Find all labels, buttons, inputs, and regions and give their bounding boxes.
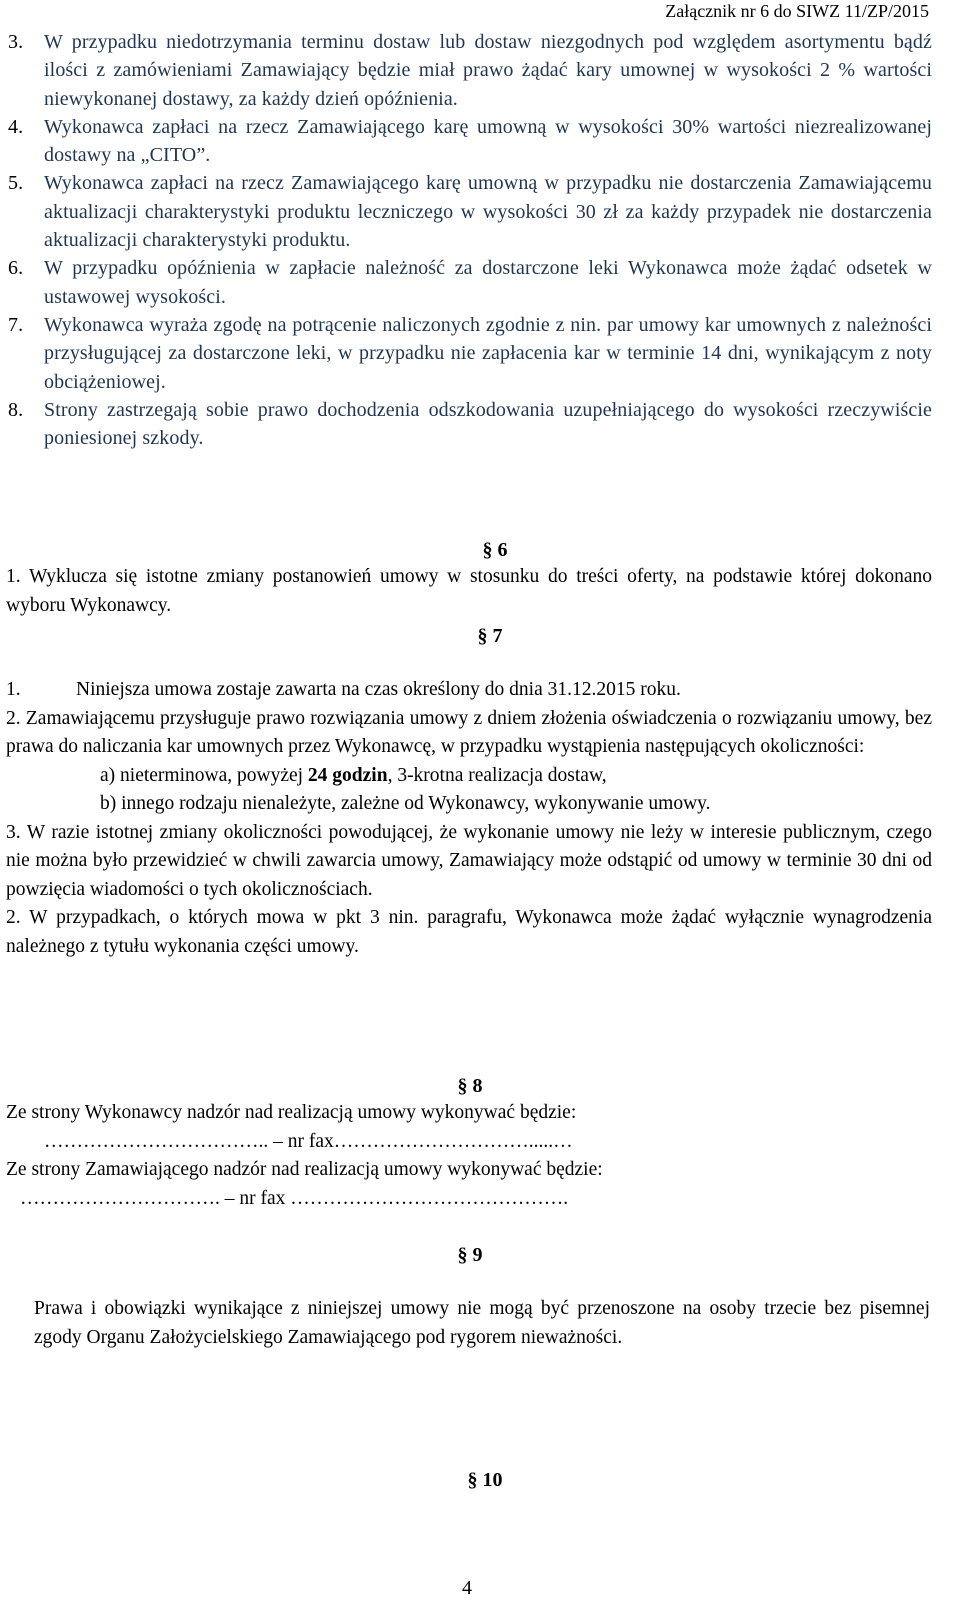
clause-text: Wykonawca wyraża zgodę na potrącenie naliczonych zgodnie z nin. par umowy kar umownych z należności przysługującej za dostarczone leki, w przypadku nie zapłacenia kar w terminie 14 dni, wynikającym z noty obciążeniowej. [44, 313, 932, 393]
clause-item [8, 169, 932, 254]
section-9-paragraph: Prawa i obowiązki wynikające z niniejszej umowy nie mogą być przenoszone na osoby trzecie bez pisemnej zgody Organu Założycielskiego Zamawiającego pod rygorem nieważności. [34, 1298, 930, 1348]
section-heading-9: § 9 [457, 1244, 483, 1266]
section-7-paragraph-2: 2. Zamawiającemu przysługuje prawo rozwiązania umowy z dniem złożenia oświadczenia o rozwiązaniu umowy, bez prawa do naliczania kar umownych przez Wykonawcę, w przypadku wystąpienia następujących okoliczności: [6, 707, 932, 757]
section-7-paragraph-3: 3. W razie istotnej zmiany okoliczności powodującej, że wykonanie umowy nie leży w interesie publicznym, czego nie można było przewidzieć w chwili zawarcia umowy, Zamawiający może odstąpić od umowy w terminie 30 dni od powzięcia wiadomości o tych okolicznościach. [6, 821, 932, 900]
penalty-clauses [8, 28, 932, 452]
contractor-fax-line: …………………………….. – nr fax………………………….....… [44, 1130, 573, 1152]
ordering-fax-line: …………………………. – nr fax ……………………………………. [20, 1187, 569, 1209]
paragraph-text: Niniejsza umowa zostaje zawarta na czas określony do dnia 31.12.2015 roku. [76, 679, 681, 700]
document-header: Załącznik nr 6 do SIWZ 11/ZP/2015 [665, 1, 929, 21]
section-heading-10: § 10 [467, 1469, 503, 1491]
section-heading-7: § 7 [477, 625, 503, 647]
page-number: 4 [462, 1577, 472, 1599]
clause-item [8, 28, 932, 113]
section-9-body [34, 1295, 930, 1352]
section-7-body [6, 676, 932, 961]
section-7-paragraph-4: 2. W przypadkach, o których mowa w pkt 3 nin. paragrafu, Wykonawca może żądać wyłącznie wynagrodzenia należnego z tytułu wykonania części umowy. [6, 907, 932, 957]
clause-text: Strony zastrzegają sobie prawo dochodzenia odszkodowania uzupełniającego do wysokości rzeczywiście poniesionej szkody. [44, 398, 932, 450]
section-7-paragraph-1 [6, 676, 932, 705]
clause-number: 8. [8, 398, 24, 421]
clause-number: 5. [8, 172, 24, 195]
clause-number: 4. [8, 115, 24, 138]
clause-number: 3. [8, 31, 24, 53]
paragraph-number: 1. [6, 679, 21, 700]
clause-number: 6. [8, 257, 24, 280]
condition-a-text: a) nieterminowa, powyżej [100, 764, 308, 786]
clause-text: Wykonawca zapłaci na rzecz Zamawiającego karę umowną w przypadku nie dostarczenia Zamawiającemu aktualizacji charakterystyki produktu leczniczego w wysokości 30 zł za każdy przypadek nie dostarczenia aktualizacji charakterystyki produktu. [44, 172, 932, 252]
section-8-body [6, 1099, 932, 1213]
clause-text: W przypadku niedotrzymania terminu dostaw lub dostaw niezgodnych pod względem asortymentu bądź ilości z zamówieniami Zamawiający będzie miał prawo żądać kary umownej w wysokości 2 % wartości niewykonanej dostawy, za każdy dzień opóźnienia. [44, 31, 932, 110]
clause-item [8, 396, 932, 453]
clause-item [8, 311, 932, 396]
supervisor-ordering-line: Ze strony Zamawiającego nadzór nad realizacją umowy wykonywać będzie: [6, 1159, 603, 1180]
clause-text: Wykonawca zapłaci na rzecz Zamawiającego karę umowną w wysokości 30% wartości niezrealizowanej dostawy na „CITO”. [44, 115, 932, 167]
clause-text: W przypadku opóźnienia w zapłacie należność za dostarczone leki Wykonawca może żądać odsetek w ustawowej wysokości. [44, 257, 932, 308]
section-6-body [6, 563, 932, 620]
clause-item [8, 113, 932, 170]
condition-a-suffix: , 3-krotna realizacja dostaw, [387, 764, 607, 786]
clause-item [8, 254, 932, 311]
condition-a [6, 762, 932, 791]
condition-a-bold: 24 godzin [307, 764, 388, 786]
clause-number: 7. [8, 313, 24, 336]
section-heading-8: § 8 [457, 1075, 483, 1097]
section-heading-6: § 6 [482, 539, 508, 561]
section-6-paragraph: 1. Wyklucza się istotne zmiany postanowień umowy w stosunku do treści oferty, na podstawie której dokonano wyboru Wykonawcy. [6, 566, 932, 616]
supervisor-contractor-line: Ze strony Wykonawcy nadzór nad realizacją umowy wykonywać będzie: [6, 1102, 577, 1123]
condition-b: b) innego rodzaju nienależyte, zależne od Wykonawcy, wykonywanie umowy. [100, 793, 711, 814]
